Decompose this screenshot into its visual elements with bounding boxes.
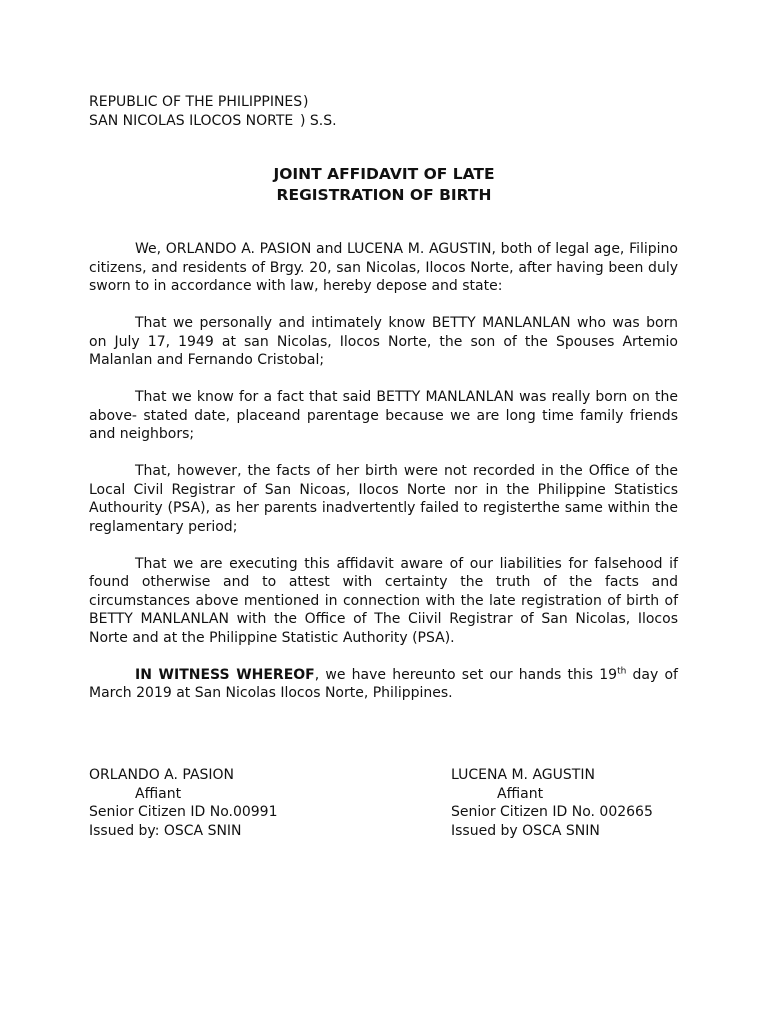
venue-country: REPUBLIC OF THE PHILIPPINES: [89, 94, 303, 110]
affiant-issued-by: Issued by OSCA SNIN: [451, 822, 600, 839]
paragraph-intro: We, ORLANDO A. PASION and LUCENA M. AGUSTIN, both of legal age, Filipino citizens, and residents of Brgy. 20, san Nicolas, Ilocos Norte, after having been duly sworn to in accordance with law, hereby depose and state:: [89, 241, 678, 294]
day-ordinal-suffix: th: [617, 665, 627, 676]
signature-block-right: [451, 766, 653, 840]
paragraph-knowledge: That we personally and intimately know BETTY MANLANLAN who was born on July 17, 1949 at san Nicolas, Ilocos Norte, the son of the Spouses Artemio Malanlan and Fernando Cristobal;: [89, 315, 678, 368]
affiant-title: Affiant: [135, 785, 182, 802]
affiant-issued-by: Issued by: OSCA SNIN: [89, 822, 242, 839]
affiant-name: ORLANDO A. PASION: [89, 767, 235, 783]
witness-heading: IN WITNESS WHEREOF: [135, 666, 315, 683]
affiant-name: LUCENA M. AGUSTIN: [451, 767, 595, 783]
title-line-2: REGISTRATION OF BIRTH: [276, 186, 492, 204]
venue-municipality: SAN NICOLAS ILOCOS NORTE: [89, 112, 294, 129]
witness-text-end: day of March 2019 at San Nicolas Ilocos Norte, Philippines.: [89, 666, 678, 701]
affiant-title: Affiant: [497, 785, 544, 802]
witness-text: , we have hereunto set our hands this 19: [314, 666, 618, 683]
paragraph-fact: That we know for a fact that said BETTY MANLANLAN was really born on the above- stated date, placeand parentage because we are long time family friends and neighbors;: [89, 389, 678, 442]
paragraph-not-recorded: That, however, the facts of her birth were not recorded in the Office of the Local Civil Registrar of San Nicoas, Ilocos Norte nor in the Philippine Statistics Authourity (PSA), as her parents inadvertently failed to registerthe same within the reglamentary period;: [89, 463, 678, 535]
signature-block-left: [89, 766, 278, 840]
venue-ss-mark: ) S.S.: [300, 112, 337, 129]
venue-line-country: [89, 93, 309, 112]
affidavit-body: [89, 240, 678, 703]
paragraph-purpose: That we are executing this affidavit aware of our liabilities for falsehood if found otherwise and to attest with certainty the truth of the facts and circumstances above mentioned in connection with the late registration of birth of BETTY MANLANLAN with the Office of The Ciivil Registrar of San Nicolas, Ilocos Norte and at the Philippine Statistic Authority (PSA).: [89, 555, 678, 646]
title-line-1: JOINT AFFIDAVIT OF LATE: [273, 165, 495, 183]
venue-line-municipality: [89, 112, 337, 131]
venue-bracket: ): [303, 94, 309, 110]
document-title: [0, 164, 768, 206]
paragraph-witness: [89, 666, 678, 703]
affiant-id: Senior Citizen ID No.00991: [89, 804, 278, 820]
affiant-id: Senior Citizen ID No. 002665: [451, 804, 653, 820]
venue-header: [89, 93, 337, 130]
